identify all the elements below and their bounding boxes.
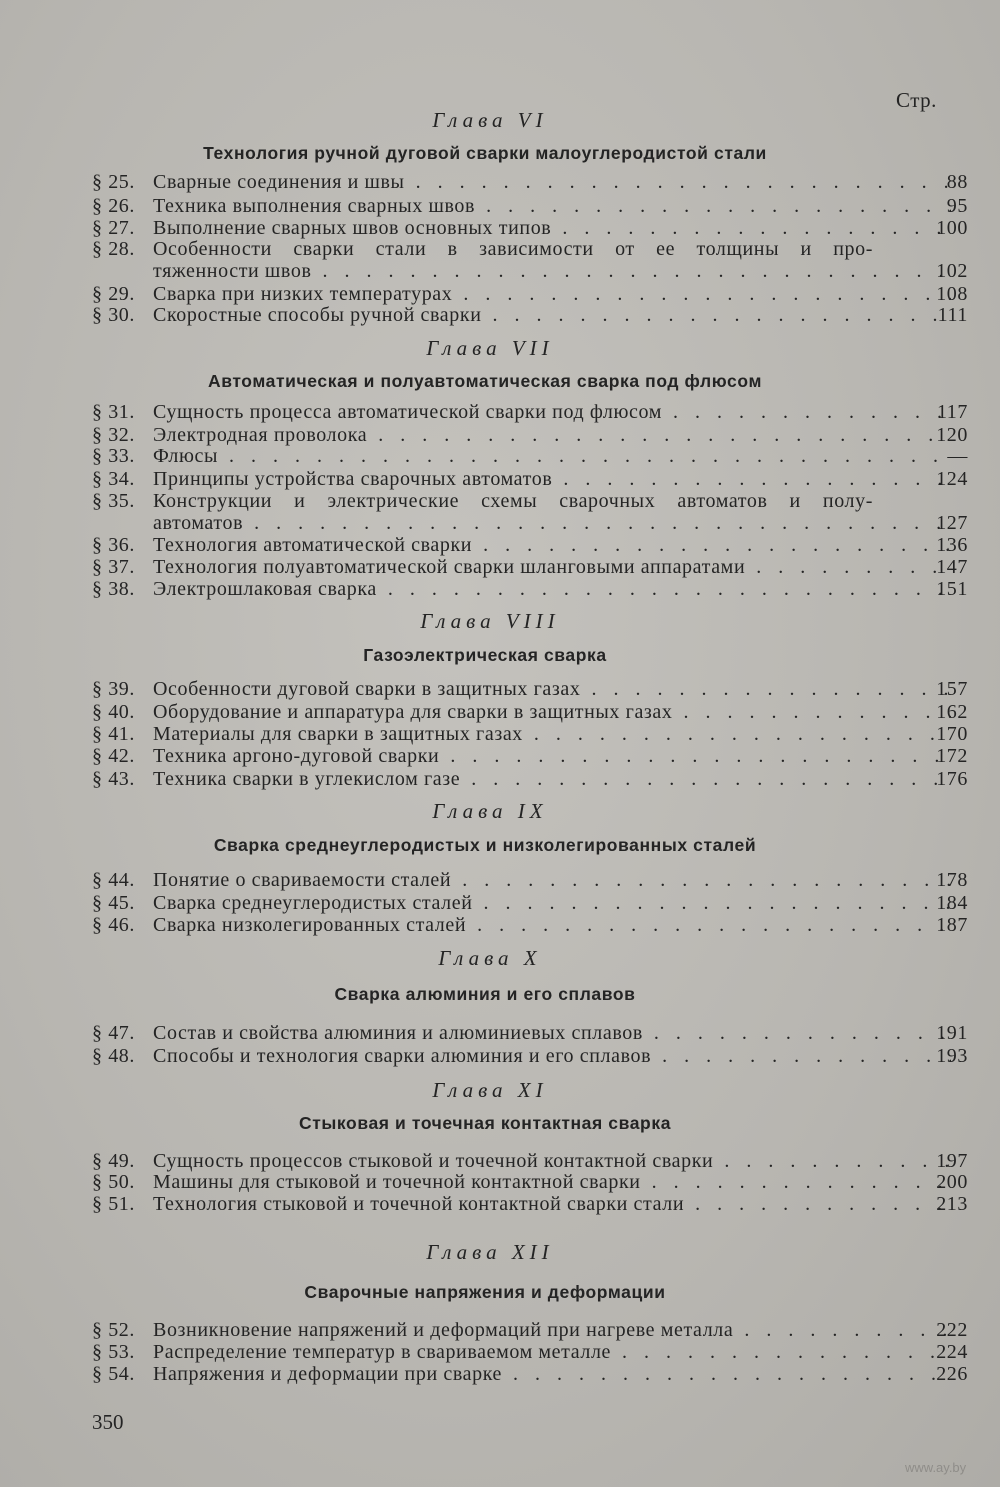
section-title: Технология автоматической сварки . . . xyxy=(153,534,951,556)
toc-entry xyxy=(92,578,968,600)
toc-entry xyxy=(92,171,968,193)
chapter-title: Технология ручной дуговой сварки малоуглеродистой стали xyxy=(203,143,767,163)
section-title: Техника аргоно-дуговой сварки . . . xyxy=(153,745,951,767)
section-title: Сущность процессов стыковой и точечной контактной сварки . . . xyxy=(153,1150,951,1172)
section-page: 187 xyxy=(936,914,968,936)
section-number: § 38. xyxy=(92,578,135,600)
section-title: Распределение температур в свариваемом металле . . . xyxy=(153,1341,951,1363)
section-number: § 32. xyxy=(92,424,135,446)
page-number: 350 xyxy=(92,1410,124,1434)
section-title: Напряжения и деформации при сварке . . . xyxy=(153,1363,951,1385)
toc-entry xyxy=(92,768,968,790)
section-title: Понятие о свариваемости сталей . . . xyxy=(153,869,951,891)
section-page: 172 xyxy=(936,745,968,767)
section-number: § 26. xyxy=(92,195,135,217)
chapter-title: Автоматическая и полуавтоматическая сварка под флюсом xyxy=(207,371,762,391)
section-title: Техника выполнения сварных швов . . . xyxy=(153,195,951,217)
section-title: Возникновение напряжений и деформаций при нагреве металла . . . xyxy=(153,1319,951,1341)
section-title: Сварка низколегированных сталей . . . xyxy=(153,914,951,936)
toc-entry xyxy=(92,556,968,578)
section-title: Сварка среднеуглеродистых сталей . . . xyxy=(153,892,951,914)
section-number: § 40. xyxy=(92,701,135,723)
toc-entry xyxy=(92,424,968,446)
section-title-line2: тяженности швов . . . xyxy=(153,260,951,282)
section-page: 200 xyxy=(936,1171,968,1193)
section-page: 100 xyxy=(936,217,968,239)
toc-entry xyxy=(92,468,968,490)
section-title-line1: Особенности сварки стали в зависимости от ее толщины и про- xyxy=(153,238,873,260)
chapter-label: Глава IX xyxy=(432,799,548,823)
section-page: 108 xyxy=(936,283,968,305)
section-number: § 48. xyxy=(92,1045,135,1067)
section-number: § 41. xyxy=(92,723,135,745)
site-watermark: www.ay.by xyxy=(905,1460,967,1475)
section-number: § 45. xyxy=(92,892,135,914)
section-title: Электрошлаковая сварка . . . xyxy=(153,578,951,600)
section-title-line2: автоматов . . . xyxy=(153,512,951,534)
section-title: Скоростные способы ручной сварки . . . xyxy=(153,304,951,326)
section-page: 224 xyxy=(936,1341,968,1363)
section-page: 197 xyxy=(936,1150,968,1172)
section-number: § 49. xyxy=(92,1150,135,1172)
chapter-label: Глава XI xyxy=(432,1078,548,1102)
section-page: 191 xyxy=(936,1022,968,1044)
toc-entry xyxy=(92,1022,968,1044)
toc-entry xyxy=(92,745,968,767)
chapter-title: Газоэлектрическая сварка xyxy=(363,645,607,665)
section-title-line1: Конструкции и электрические схемы сварочных автоматов и полу- xyxy=(153,490,873,512)
chapter-title: Сварка алюминия и его сплавов xyxy=(334,984,636,1004)
section-number: § 51. xyxy=(92,1193,135,1215)
section-number: § 44. xyxy=(92,869,135,891)
toc-entry xyxy=(92,1193,968,1215)
toc-entry xyxy=(92,678,968,700)
section-number: § 50. xyxy=(92,1171,135,1193)
chapter-title: Сварка среднеуглеродистых и низколегированных сталей xyxy=(213,835,757,855)
toc-entry xyxy=(92,1150,968,1172)
section-page: 213 xyxy=(936,1193,968,1215)
section-title: Технология полуавтоматической сварки шланговыми аппаратами . . . xyxy=(153,556,951,578)
section-number: § 36. xyxy=(92,534,135,556)
section-page: 176 xyxy=(936,768,968,790)
section-title: Оборудование и аппаратура для сварки в защитных газах . . . xyxy=(153,701,951,723)
section-number: § 54. xyxy=(92,1363,135,1385)
section-page: 117 xyxy=(936,401,968,423)
chapter-title: Сварочные напряжения и деформации xyxy=(304,1282,666,1302)
toc-entry xyxy=(92,401,968,423)
section-page: 127 xyxy=(936,512,968,534)
section-page: 102 xyxy=(936,260,968,282)
section-number: § 53. xyxy=(92,1341,135,1363)
section-page: 170 xyxy=(936,723,968,745)
section-title: Особенности дуговой сварки в защитных газах . . . xyxy=(153,678,951,700)
section-page: 136 xyxy=(936,534,968,556)
section-page: 147 xyxy=(936,556,968,578)
section-number: § 35. xyxy=(92,490,135,512)
section-title: Материалы для сварки в защитных газах . . . xyxy=(153,723,951,745)
section-number: § 33. xyxy=(92,445,135,467)
toc-entry xyxy=(92,260,968,282)
toc-entry xyxy=(92,914,968,936)
section-title: Машины для стыковой и точечной контактной сварки . . . xyxy=(153,1171,951,1193)
section-page: 120 xyxy=(936,424,968,446)
section-title: Технология стыковой и точечной контактной сварки стали . . . xyxy=(153,1193,951,1215)
section-number: § 31. xyxy=(92,401,135,423)
toc-entry xyxy=(92,1045,968,1067)
section-title: Сварка при низких температурах . . . xyxy=(153,283,951,305)
toc-entry xyxy=(92,445,968,467)
section-title: Сварные соединения и швы . . . xyxy=(153,171,951,193)
section-title: Электродная проволока . . . xyxy=(153,424,951,446)
chapter-label: Глава XII xyxy=(426,1240,554,1264)
section-page: 95 xyxy=(946,195,968,217)
toc-entry xyxy=(92,1363,968,1385)
chapter-label: Глава VII xyxy=(426,336,554,360)
section-page: 111 xyxy=(937,304,968,326)
chapter-title: Стыковая и точечная контактная сварка xyxy=(298,1113,672,1133)
section-page: 162 xyxy=(936,701,968,723)
section-number: § 47. xyxy=(92,1022,135,1044)
toc-entry xyxy=(92,217,968,239)
section-number: § 34. xyxy=(92,468,135,490)
section-number: § 27. xyxy=(92,217,135,239)
section-number: § 28. xyxy=(92,238,135,260)
section-page: 226 xyxy=(936,1363,968,1385)
section-page: 193 xyxy=(936,1045,968,1067)
section-page: 184 xyxy=(936,892,968,914)
toc-entry xyxy=(92,534,968,556)
chapter-label: Глава VIII xyxy=(420,609,560,633)
section-number: § 42. xyxy=(92,745,135,767)
section-page: 124 xyxy=(936,468,968,490)
section-page: 222 xyxy=(936,1319,968,1341)
toc-entry xyxy=(92,304,968,326)
toc-entry xyxy=(92,892,968,914)
section-page: 178 xyxy=(936,869,968,891)
toc-entry xyxy=(92,1341,968,1363)
toc-entry xyxy=(92,1171,968,1193)
section-page: 88 xyxy=(946,171,968,193)
section-page: 151 xyxy=(936,578,968,600)
pages-column-label: Стр. xyxy=(896,88,937,112)
section-number: § 30. xyxy=(92,304,135,326)
toc-entry xyxy=(92,195,968,217)
section-title: Флюсы . . . xyxy=(153,445,951,467)
section-number: § 39. xyxy=(92,678,135,700)
toc-entry xyxy=(92,869,968,891)
section-page: 157 xyxy=(936,678,968,700)
section-page: — xyxy=(947,445,968,467)
section-title: Способы и технология сварки алюминия и его сплавов . . . xyxy=(153,1045,951,1067)
section-number: § 25. xyxy=(92,171,135,193)
section-title: Сущность процесса автоматической сварки под флюсом . . . xyxy=(153,401,951,423)
section-number: § 43. xyxy=(92,768,135,790)
toc-entry xyxy=(92,512,968,534)
chapter-label: Глава VI xyxy=(432,108,548,132)
toc-entry xyxy=(92,723,968,745)
section-title: Техника сварки в углекислом газе . . . xyxy=(153,768,951,790)
section-title: Принципы устройства сварочных автоматов . . . xyxy=(153,468,951,490)
section-number: § 52. xyxy=(92,1319,135,1341)
toc-entry xyxy=(92,283,968,305)
section-number: § 37. xyxy=(92,556,135,578)
section-title: Выполнение сварных швов основных типов . . . xyxy=(153,217,951,239)
section-number: § 29. xyxy=(92,283,135,305)
chapter-label: Глава X xyxy=(438,946,542,970)
section-number: § 46. xyxy=(92,914,135,936)
section-title: Состав и свойства алюминия и алюминиевых сплавов . . . xyxy=(153,1022,951,1044)
toc-entry xyxy=(92,1319,968,1341)
toc-entry xyxy=(92,701,968,723)
